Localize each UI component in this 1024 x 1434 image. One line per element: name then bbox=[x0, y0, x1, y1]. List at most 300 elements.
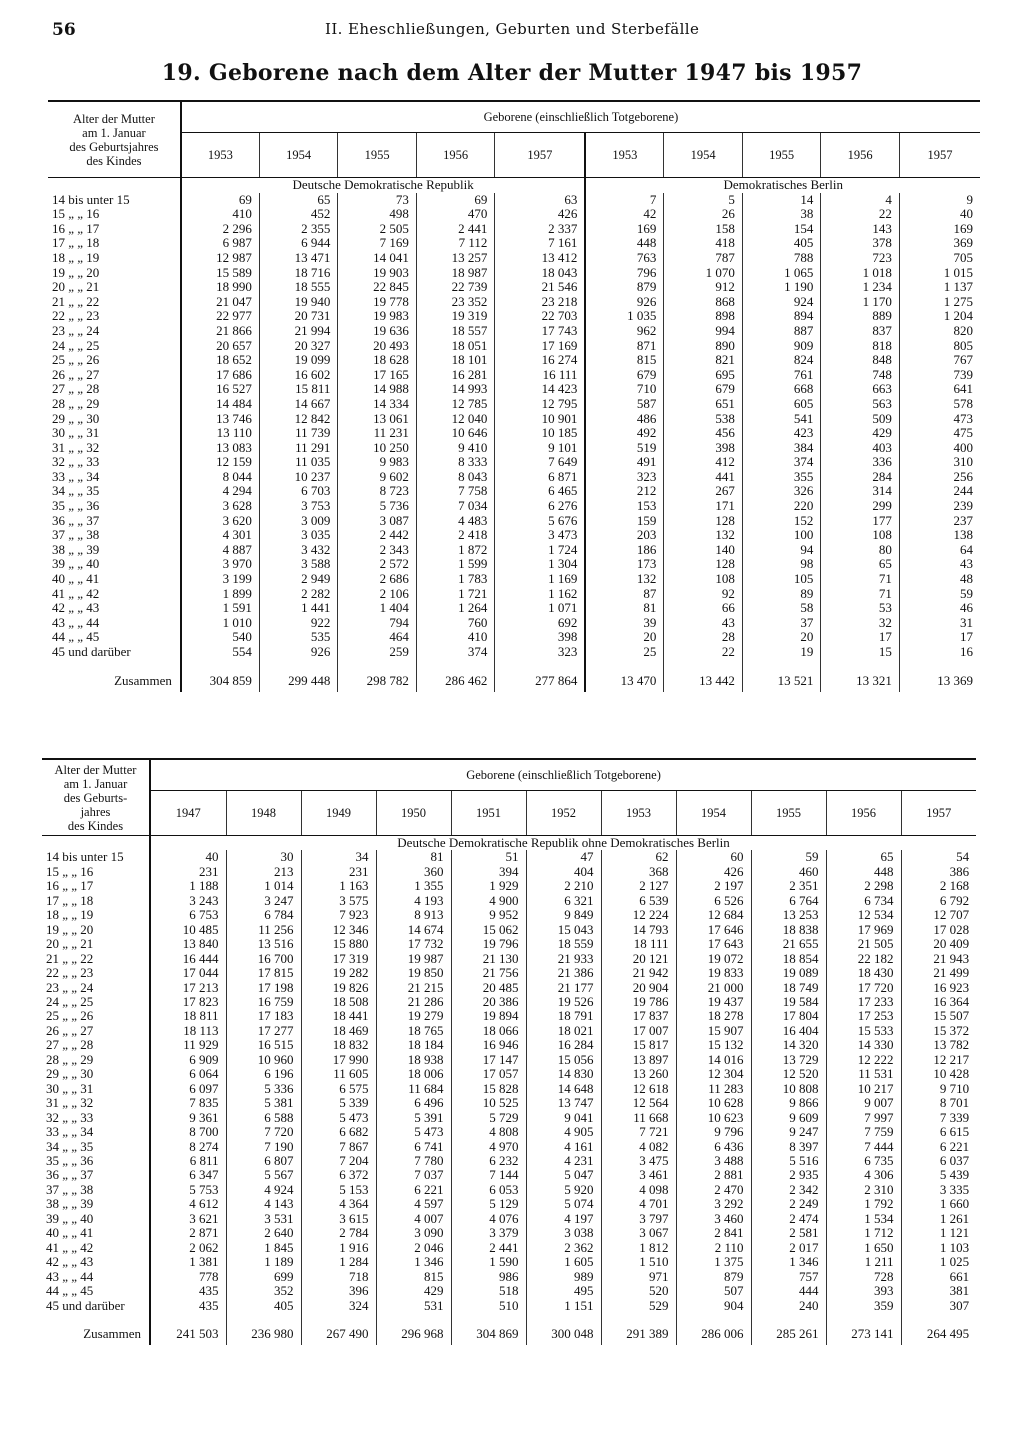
birth-count-cell: 31 bbox=[899, 616, 980, 631]
table-row bbox=[42, 894, 976, 908]
total-count-cell: 304 859 bbox=[209, 672, 252, 688]
birth-count-cell: 89 bbox=[742, 587, 821, 602]
birth-count-cell: 6 372 bbox=[301, 1168, 376, 1182]
birth-count-cell: 28 bbox=[664, 630, 743, 645]
birth-count-cell: 2 581 bbox=[751, 1226, 826, 1240]
birth-count-cell: 641 bbox=[899, 382, 980, 397]
age-group-label: 41 „ „ 42 bbox=[48, 587, 181, 602]
spacer-cell bbox=[526, 1313, 601, 1323]
birth-count-cell: 3 090 bbox=[376, 1226, 451, 1240]
birth-count-cell: 359 bbox=[826, 1299, 901, 1313]
age-group-label: 37 „ „ 38 bbox=[42, 1183, 150, 1197]
birth-count-cell: 7 169 bbox=[338, 236, 417, 251]
birth-count-cell: 787 bbox=[664, 251, 743, 266]
birth-count-cell: 3 460 bbox=[676, 1212, 751, 1226]
birth-count-cell: 3 628 bbox=[222, 499, 252, 514]
birth-count-cell: 140 bbox=[664, 543, 743, 558]
age-group-label: 20 „ „ 21 bbox=[48, 280, 181, 295]
birth-count-cell: 108 bbox=[664, 572, 743, 587]
age-group-label: 15 „ „ 16 bbox=[42, 865, 150, 879]
birth-count-cell: 1 190 bbox=[742, 280, 821, 295]
table-row bbox=[42, 1299, 976, 1313]
total-count-cell: 13 369 bbox=[899, 670, 980, 692]
birth-count-cell: 14 334 bbox=[338, 397, 417, 412]
birth-count-cell: 17 686 bbox=[216, 367, 252, 382]
birth-count-cell: 6 465 bbox=[495, 484, 586, 499]
birth-count-cell: 7 204 bbox=[301, 1154, 376, 1168]
birth-count-cell: 10 525 bbox=[451, 1096, 526, 1110]
birth-count-cell: 6 734 bbox=[826, 894, 901, 908]
birth-count-cell: 40 bbox=[899, 207, 980, 222]
total-count-cell: 273 141 bbox=[826, 1323, 901, 1345]
birth-count-cell: 19 940 bbox=[259, 295, 338, 310]
age-group-label: 30 „ „ 31 bbox=[42, 1082, 150, 1096]
birth-count-cell: 2 310 bbox=[826, 1183, 901, 1197]
birth-count-cell: 2 168 bbox=[901, 879, 976, 893]
birth-count-cell: 912 bbox=[664, 280, 743, 295]
birth-count-cell: 17 837 bbox=[601, 1009, 676, 1023]
birth-count-cell: 6 496 bbox=[376, 1096, 451, 1110]
year-header: 1953 bbox=[181, 133, 260, 178]
table-row bbox=[48, 412, 980, 427]
birth-count-cell: 18 043 bbox=[495, 266, 586, 281]
birth-count-cell: 11 231 bbox=[338, 426, 417, 441]
birth-count-cell: 7 161 bbox=[495, 236, 586, 251]
birth-count-cell: 5 391 bbox=[376, 1111, 451, 1125]
birth-count-cell: 7 923 bbox=[301, 908, 376, 922]
table-row bbox=[48, 207, 980, 222]
birth-count-cell: 87 bbox=[585, 587, 664, 602]
table-row bbox=[48, 353, 980, 368]
spacer-cell bbox=[899, 660, 980, 670]
birth-count-cell: 8 913 bbox=[376, 908, 451, 922]
birth-count-cell: 17 990 bbox=[301, 1053, 376, 1067]
birth-count-cell: 21 047 bbox=[216, 294, 252, 309]
birth-count-cell: 9 410 bbox=[416, 441, 495, 456]
year-header: 1950 bbox=[376, 791, 451, 836]
birth-count-cell: 17 044 bbox=[182, 966, 219, 981]
birth-count-cell: 7 835 bbox=[189, 1096, 219, 1111]
spacer-cell bbox=[901, 1313, 976, 1323]
birth-count-cell: 13 257 bbox=[416, 251, 495, 266]
birth-count-cell: 378 bbox=[821, 236, 900, 251]
table-row bbox=[42, 1212, 976, 1226]
age-group-label: 40 „ „ 41 bbox=[48, 572, 181, 587]
birth-count-cell: 889 bbox=[821, 309, 900, 324]
table-row bbox=[42, 1038, 976, 1052]
birth-count-cell: 9 849 bbox=[526, 908, 601, 922]
birth-count-cell: 51 bbox=[451, 850, 526, 864]
birth-count-cell: 529 bbox=[601, 1299, 676, 1313]
table-row bbox=[48, 630, 980, 645]
spacer-cell bbox=[42, 1313, 150, 1323]
birth-count-cell: 563 bbox=[821, 397, 900, 412]
birth-count-cell: 6 741 bbox=[376, 1140, 451, 1154]
birth-count-cell: 6 811 bbox=[189, 1153, 219, 1168]
birth-count-cell: 9 101 bbox=[495, 441, 586, 456]
birth-count-cell: 13 516 bbox=[226, 937, 301, 951]
birth-count-cell: 2 935 bbox=[751, 1168, 826, 1182]
age-header-line: jahres bbox=[80, 804, 111, 819]
table-row bbox=[42, 1270, 976, 1284]
birth-count-cell: 19 833 bbox=[676, 966, 751, 980]
birth-count-cell: 4 bbox=[821, 193, 900, 208]
birth-count-cell: 398 bbox=[495, 630, 586, 645]
birth-count-cell: 69 bbox=[416, 193, 495, 208]
birth-count-cell: 10 237 bbox=[259, 470, 338, 485]
spacer-cell bbox=[751, 1313, 826, 1323]
birth-count-cell: 1 071 bbox=[495, 601, 586, 616]
birth-count-cell: 1 137 bbox=[899, 280, 980, 295]
birth-count-cell: 2 505 bbox=[338, 222, 417, 237]
birth-count-cell: 6 097 bbox=[189, 1081, 219, 1096]
spacer-cell bbox=[301, 1313, 376, 1323]
birth-count-cell: 20 bbox=[742, 630, 821, 645]
birth-count-cell: 5 567 bbox=[226, 1168, 301, 1182]
birth-count-cell: 4 808 bbox=[451, 1125, 526, 1139]
age-group-label: 24 „ „ 25 bbox=[42, 995, 150, 1009]
birth-count-cell: 169 bbox=[585, 222, 664, 237]
birth-count-cell: 22 845 bbox=[338, 280, 417, 295]
age-group-label: 38 „ „ 39 bbox=[48, 543, 181, 558]
birth-count-cell: 1 070 bbox=[664, 266, 743, 281]
spacer-cell bbox=[226, 1313, 301, 1323]
age-group-label: 40 „ „ 41 bbox=[42, 1226, 150, 1240]
birth-count-cell: 23 218 bbox=[495, 295, 586, 310]
table-row bbox=[48, 368, 980, 383]
birth-count-cell: 9 952 bbox=[451, 908, 526, 922]
birth-count-cell: 5 439 bbox=[901, 1168, 976, 1182]
birth-count-cell: 21 994 bbox=[259, 324, 338, 339]
birth-count-cell: 4 597 bbox=[376, 1197, 451, 1211]
birth-count-cell: 1 845 bbox=[226, 1241, 301, 1255]
birth-count-cell: 1 899 bbox=[222, 586, 252, 601]
birth-count-cell: 4 076 bbox=[451, 1212, 526, 1226]
birth-count-cell: 520 bbox=[601, 1284, 676, 1298]
birth-count-cell: 723 bbox=[821, 251, 900, 266]
birth-count-cell: 21 933 bbox=[526, 952, 601, 966]
birth-count-cell: 13 729 bbox=[751, 1053, 826, 1067]
birth-count-cell: 7 112 bbox=[416, 236, 495, 251]
birth-count-cell: 2 351 bbox=[751, 879, 826, 893]
birth-count-cell: 1 441 bbox=[259, 601, 338, 616]
section-spacer bbox=[42, 836, 150, 851]
age-header-line: des Kindes bbox=[67, 818, 124, 833]
birth-count-cell: 381 bbox=[901, 1284, 976, 1298]
birth-count-cell: 14 bbox=[742, 193, 821, 208]
birth-count-cell: 14 667 bbox=[259, 397, 338, 412]
year-header: 1956 bbox=[821, 133, 900, 178]
year-header: 1953 bbox=[601, 791, 676, 836]
birth-count-cell: 5 381 bbox=[226, 1096, 301, 1110]
birth-count-cell: 336 bbox=[821, 455, 900, 470]
birth-count-cell: 739 bbox=[899, 368, 980, 383]
birth-count-cell: 352 bbox=[226, 1284, 301, 1298]
birth-count-cell: 4 143 bbox=[226, 1197, 301, 1211]
birth-count-cell: 239 bbox=[899, 499, 980, 514]
birth-count-cell: 10 646 bbox=[416, 426, 495, 441]
birth-count-cell: 879 bbox=[676, 1270, 751, 1284]
birth-count-cell: 18 101 bbox=[416, 353, 495, 368]
birth-count-cell: 398 bbox=[664, 441, 743, 456]
birth-count-cell: 12 987 bbox=[216, 250, 252, 265]
birth-count-cell: 259 bbox=[338, 645, 417, 660]
birth-count-cell: 18 557 bbox=[416, 324, 495, 339]
birth-count-cell: 48 bbox=[899, 572, 980, 587]
birth-count-cell: 13 260 bbox=[601, 1067, 676, 1081]
birth-count-cell: 17 169 bbox=[495, 339, 586, 354]
spacer-row bbox=[48, 660, 980, 670]
birth-count-cell: 256 bbox=[899, 470, 980, 485]
birth-count-cell: 220 bbox=[742, 499, 821, 514]
birth-count-cell: 34 bbox=[301, 850, 376, 864]
birth-count-cell: 6 871 bbox=[495, 470, 586, 485]
birth-count-cell: 11 035 bbox=[259, 455, 338, 470]
birth-count-cell: 314 bbox=[821, 484, 900, 499]
birth-count-cell: 5 736 bbox=[338, 499, 417, 514]
spacer-cell bbox=[451, 1313, 526, 1323]
birth-count-cell: 815 bbox=[376, 1270, 451, 1284]
birth-count-cell: 4 924 bbox=[226, 1183, 301, 1197]
birth-count-cell: 19 850 bbox=[376, 966, 451, 980]
age-group-label: 19 „ „ 20 bbox=[48, 266, 181, 281]
birth-count-cell: 848 bbox=[821, 353, 900, 368]
birth-count-cell: 17 253 bbox=[826, 1009, 901, 1023]
birth-count-cell: 19 099 bbox=[259, 353, 338, 368]
birth-count-cell: 20 493 bbox=[338, 339, 417, 354]
birth-count-cell: 2 343 bbox=[338, 543, 417, 558]
table-row bbox=[42, 1168, 976, 1182]
birth-count-cell: 73 bbox=[338, 193, 417, 208]
birth-count-cell: 12 217 bbox=[901, 1053, 976, 1067]
table-row bbox=[48, 426, 980, 441]
year-header: 1951 bbox=[451, 791, 526, 836]
birth-count-cell: 19 987 bbox=[376, 952, 451, 966]
birth-count-cell: 2 418 bbox=[416, 528, 495, 543]
birth-count-cell: 15 372 bbox=[901, 1024, 976, 1038]
birth-count-cell: 4 301 bbox=[222, 528, 252, 543]
table-row bbox=[48, 266, 980, 281]
table-row bbox=[48, 441, 980, 456]
table-row bbox=[42, 1183, 976, 1197]
table-row bbox=[48, 280, 980, 295]
birth-count-cell: 20 386 bbox=[451, 995, 526, 1009]
page-title: 19. Geborene nach dem Alter der Mutter 1947 bis 1957 bbox=[161, 60, 863, 86]
age-group-label: 24 „ „ 25 bbox=[48, 339, 181, 354]
birth-count-cell: 2 342 bbox=[751, 1183, 826, 1197]
birth-count-cell: 14 041 bbox=[338, 251, 417, 266]
birth-count-cell: 767 bbox=[899, 353, 980, 368]
year-header: 1947 bbox=[150, 791, 226, 836]
table-row bbox=[48, 587, 980, 602]
age-group-label: 16 „ „ 17 bbox=[48, 222, 181, 237]
birth-count-cell: 71 bbox=[821, 587, 900, 602]
birth-count-cell: 6 682 bbox=[301, 1125, 376, 1139]
birth-count-cell: 1 162 bbox=[495, 587, 586, 602]
age-group-label: 21 „ „ 22 bbox=[48, 295, 181, 310]
section-row bbox=[42, 836, 976, 851]
birth-count-cell: 1 712 bbox=[826, 1226, 901, 1240]
birth-count-cell: 3 473 bbox=[495, 528, 586, 543]
birth-count-cell: 7 034 bbox=[416, 499, 495, 514]
birth-count-cell: 15 828 bbox=[451, 1082, 526, 1096]
birth-count-cell: 19 786 bbox=[601, 995, 676, 1009]
birth-count-cell: 360 bbox=[376, 865, 451, 879]
age-group-label: 33 „ „ 34 bbox=[42, 1125, 150, 1139]
birth-count-cell: 15 589 bbox=[216, 265, 252, 280]
birth-count-cell: 22 182 bbox=[826, 952, 901, 966]
table-row bbox=[48, 499, 980, 514]
table-row bbox=[42, 1067, 976, 1081]
birth-count-cell: 19 437 bbox=[676, 995, 751, 1009]
birth-count-cell: 3 620 bbox=[222, 513, 252, 528]
birth-count-cell: 10 901 bbox=[495, 412, 586, 427]
total-count-cell: 277 864 bbox=[495, 670, 586, 692]
birth-count-cell: 1 121 bbox=[901, 1226, 976, 1240]
birth-count-cell: 19 319 bbox=[416, 309, 495, 324]
birth-count-cell: 21 505 bbox=[826, 937, 901, 951]
total-count-cell: 267 490 bbox=[301, 1323, 376, 1345]
birth-count-cell: 8 043 bbox=[416, 470, 495, 485]
table-row bbox=[42, 966, 976, 980]
birth-count-cell: 22 bbox=[821, 207, 900, 222]
birth-count-cell: 441 bbox=[664, 470, 743, 485]
age-group-label: 20 „ „ 21 bbox=[42, 937, 150, 951]
birth-count-cell: 15 880 bbox=[301, 937, 376, 951]
age-group-label: 23 „ „ 24 bbox=[48, 324, 181, 339]
age-group-label: 25 „ „ 26 bbox=[48, 353, 181, 368]
birth-count-cell: 448 bbox=[826, 865, 901, 879]
table-row bbox=[42, 1096, 976, 1110]
birth-count-cell: 4 905 bbox=[526, 1125, 601, 1139]
table-row bbox=[42, 1197, 976, 1211]
birth-count-cell: 17 bbox=[821, 630, 900, 645]
table-row bbox=[42, 995, 976, 1009]
birth-count-cell: 426 bbox=[495, 207, 586, 222]
spacer-cell bbox=[338, 660, 417, 670]
birth-count-cell: 435 bbox=[199, 1284, 219, 1299]
birth-count-cell: 132 bbox=[585, 572, 664, 587]
birth-count-cell: 18 716 bbox=[259, 266, 338, 281]
birth-count-cell: 1 275 bbox=[899, 295, 980, 310]
table-row bbox=[48, 193, 980, 208]
age-group-label: 30 „ „ 31 bbox=[48, 426, 181, 441]
spacer-cell bbox=[664, 660, 743, 670]
table-row bbox=[42, 1009, 976, 1023]
birth-count-cell: 405 bbox=[226, 1299, 301, 1313]
birth-count-cell: 17 743 bbox=[495, 324, 586, 339]
birth-count-cell: 710 bbox=[585, 382, 664, 397]
birth-count-cell: 3 753 bbox=[259, 499, 338, 514]
birth-count-cell: 518 bbox=[451, 1284, 526, 1298]
table-row bbox=[48, 601, 980, 616]
birth-count-cell: 171 bbox=[664, 499, 743, 514]
table-row bbox=[42, 1140, 976, 1154]
birth-count-cell: 9 007 bbox=[826, 1096, 901, 1110]
age-group-label: 19 „ „ 20 bbox=[42, 923, 150, 937]
birth-count-cell: 213 bbox=[226, 865, 301, 879]
birth-count-cell: 3 379 bbox=[451, 1226, 526, 1240]
birth-count-cell: 757 bbox=[751, 1270, 826, 1284]
age-group-label: 27 „ „ 28 bbox=[42, 1038, 150, 1052]
birth-count-cell: 3 797 bbox=[601, 1212, 676, 1226]
birth-count-cell: 405 bbox=[742, 236, 821, 251]
birth-count-cell: 14 674 bbox=[376, 923, 451, 937]
birth-count-cell: 10 628 bbox=[676, 1096, 751, 1110]
birth-count-cell: 66 bbox=[664, 601, 743, 616]
birth-count-cell: 16 759 bbox=[226, 995, 301, 1009]
birth-count-cell: 152 bbox=[742, 514, 821, 529]
birth-count-cell: 6 703 bbox=[259, 484, 338, 499]
birth-count-cell: 1 591 bbox=[222, 601, 252, 616]
table-row bbox=[48, 324, 980, 339]
birth-count-cell: 65 bbox=[821, 557, 900, 572]
birth-count-cell: 1 660 bbox=[901, 1197, 976, 1211]
birth-count-cell: 9 041 bbox=[526, 1111, 601, 1125]
birth-count-cell: 17 057 bbox=[451, 1067, 526, 1081]
birth-count-cell: 13 746 bbox=[216, 411, 252, 426]
total-count-cell: 286 462 bbox=[416, 670, 495, 692]
birth-count-cell: 17 213 bbox=[182, 980, 219, 995]
birth-count-cell: 6 944 bbox=[259, 236, 338, 251]
birth-count-cell: 18 469 bbox=[301, 1024, 376, 1038]
birth-count-cell: 18 555 bbox=[259, 280, 338, 295]
births-table-1947-1957 bbox=[42, 758, 976, 1345]
birth-count-cell: 1 015 bbox=[899, 266, 980, 281]
birth-count-cell: 14 993 bbox=[416, 382, 495, 397]
birth-count-cell: 6 575 bbox=[301, 1082, 376, 1096]
birth-count-cell: 2 441 bbox=[451, 1241, 526, 1255]
birth-count-cell: 2 110 bbox=[676, 1241, 751, 1255]
birth-count-cell: 3 292 bbox=[676, 1197, 751, 1211]
birth-count-cell: 18 854 bbox=[751, 952, 826, 966]
birth-count-cell: 2 127 bbox=[601, 879, 676, 893]
total-count-cell: 299 448 bbox=[259, 670, 338, 692]
birth-count-cell: 15 533 bbox=[826, 1024, 901, 1038]
birth-count-cell: 12 304 bbox=[676, 1067, 751, 1081]
total-label: Zusammen bbox=[42, 1323, 150, 1345]
birth-count-cell: 19 894 bbox=[451, 1009, 526, 1023]
birth-count-cell: 1 375 bbox=[676, 1255, 751, 1269]
table-row bbox=[48, 397, 980, 412]
birth-count-cell: 12 564 bbox=[601, 1096, 676, 1110]
birth-count-cell: 994 bbox=[664, 324, 743, 339]
age-group-label: 43 „ „ 44 bbox=[42, 1270, 150, 1284]
birth-count-cell: 20 731 bbox=[259, 309, 338, 324]
birth-count-cell: 396 bbox=[301, 1284, 376, 1298]
birth-count-cell: 38 bbox=[742, 207, 821, 222]
total-count-cell: 13 470 bbox=[585, 670, 664, 692]
births-table-1953-1957 bbox=[48, 100, 980, 692]
birth-count-cell: 12 842 bbox=[259, 412, 338, 427]
birth-count-cell: 3 035 bbox=[259, 528, 338, 543]
birth-count-cell: 4 197 bbox=[526, 1212, 601, 1226]
age-header-line: Alter der Mutter bbox=[54, 762, 137, 777]
birth-count-cell: 761 bbox=[742, 368, 821, 383]
group-header: Geborene (einschließlich Totgeborene) bbox=[181, 101, 980, 133]
year-header: 1955 bbox=[751, 791, 826, 836]
age-group-label: 35 „ „ 36 bbox=[48, 499, 181, 514]
birth-count-cell: 5 920 bbox=[526, 1183, 601, 1197]
birth-count-cell: 143 bbox=[821, 222, 900, 237]
year-header: 1955 bbox=[742, 133, 821, 178]
birth-count-cell: 17 233 bbox=[826, 995, 901, 1009]
year-header: 1956 bbox=[416, 133, 495, 178]
birth-count-cell: 10 808 bbox=[751, 1082, 826, 1096]
birth-count-cell: 17 198 bbox=[226, 981, 301, 995]
birth-count-cell: 423 bbox=[742, 426, 821, 441]
birth-count-cell: 8 701 bbox=[901, 1096, 976, 1110]
